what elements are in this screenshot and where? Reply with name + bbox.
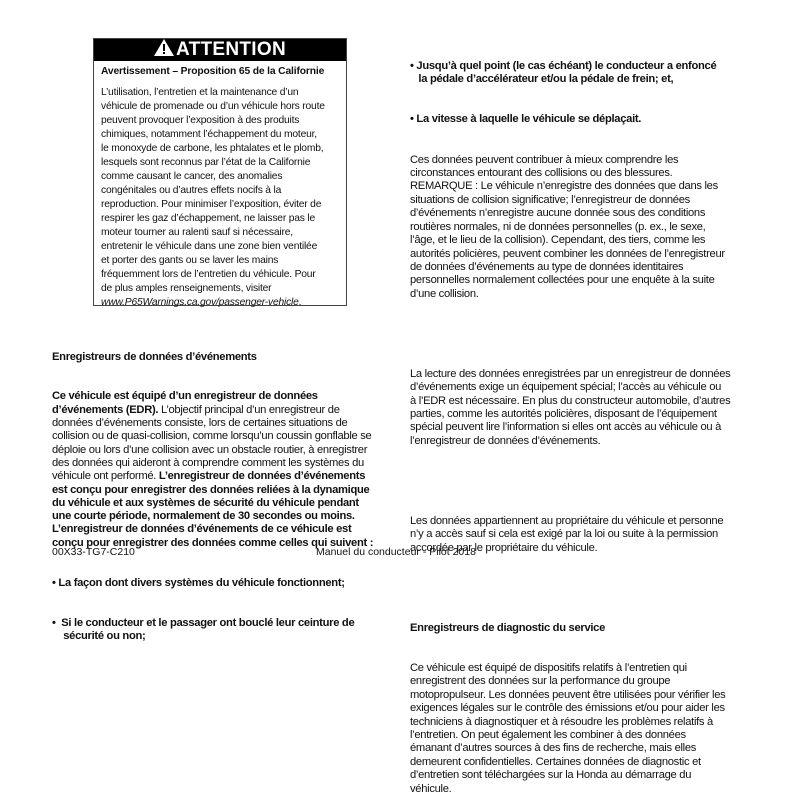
edr-paragraph-2: La lecture des données enregistrées par un enregistreur de données d’événements exige un équipement spécial; l’accès au véhicule ou à l’EDR est nécessaire. En plus du constructeur automobile, d’autres parties, comme les autorités policières, disposant de l’équipement spécial peuvent lire l’information si elles ont accès au véhicule ou à l’enregistreur de données d’événements. (410, 367, 731, 447)
footer-title: Manuel du conducteur - Pilot 2018 (316, 546, 476, 558)
p65-link[interactable]: www.P65Warnings.ca.gov/passenger-vehicle (101, 297, 299, 308)
list-item: • Jusqu’à quel point (le cas échéant) le conducteur a enfoncé la pédale d’accélérateur et/ou la pédale de frein; et, (410, 59, 717, 86)
edr-text: L’objectif principal d’un enregistreur de données d’événements consiste, lors de certaines situations de collision ou de quasi-collision, comme lorsqu’un coussin gonflable se déploie ou lors d’une collision avec un obstacle routier, à enregistrer des données qui aideront à comprendre comment les systèmes du véhicule ont performé. (52, 403, 372, 483)
list-item: • La vitesse à laquelle le véhicule se déplaçait. (410, 113, 642, 126)
edr-paragraph-3: Les données appartiennent au propriétaire du véhicule et personne n’y a accès sauf si cela est exigé par la loi ou suite à la permission accordée par le propriétaire du véhicule. (410, 514, 724, 554)
left-column (52, 324, 373, 656)
warning-title: ATTENTION (175, 39, 286, 60)
edr-paragraph-1: Ces données peuvent contribuer à mieux comprendre les circonstances entourant des collisions ou des blessures. REMARQUE : Le véhicule n’enregistre des données que dans les situations de collision significative; l’enregistreur de données d’événements n’enregistre aucune donnée sous des conditions routières normales, ni de données personnelles (p. ex., le sexe, l’âge, et le lieu de la collision). Cependant, des tiers, comme les autorités policières, peuvent combiner les données de l’enregistreur de données d’événements au type de données identitaires personnelles normalement collectées pour une enquête à la suite d’une collision. (410, 153, 725, 300)
warning-header (94, 39, 346, 61)
edr-bold-text: L’enregistreur de données d’événements est conçu pour enregistrer des données reliées à la dynamique du véhicule et aux systèmes de sécurité du véhicule pendant une courte période, normalement de 30 secondes ou moins. L’enregistreur de données d’événements de ce véhicule est conçu pour enregistrer des données comme celles qui suivent : (52, 470, 374, 549)
warning-text: L’utilisation, l’entretien et la maintenance d’un véhicule de promenade ou d’un véhicule hors route peuvent provoquer l’exposition à des produits chimiques, notamment l’échappement du moteur, le monoxyde de carbone, les phtalates et le plomb, lesquels sont reconnus par l’état de la Californie comme causant le cancer, des anomalies congénitales ou d’autres effets nocifs à la reproduction. Pour minimiser l’exposition, éviter de respirer les gaz d’échappement, ne laisser pas le moteur tourner au ralenti sauf si nécessaire, entretenir le véhicule dans une zone bien ventilée et porter des gants ou se laver les mains fréquemment lors de l’entretien du véhicule. Pour de plus amples renseignements, visiter (101, 87, 325, 294)
edr-intro (52, 390, 373, 550)
edr-heading: Enregistreurs de données d’événements (52, 350, 257, 363)
footer-code: 00X33-TG7-C210 (52, 546, 135, 558)
warning-triangle-icon (154, 39, 174, 56)
warning-body (101, 86, 325, 310)
link-suffix: . (298, 297, 302, 308)
list-item: • Si le conducteur et le passager ont bouclé leur ceinture de sécurité ou non; (52, 616, 355, 642)
right-column (410, 33, 730, 809)
edr-bold-intro: Ce véhicule est équipé d’un enregistreur de données d’événements (EDR). (52, 390, 318, 416)
prop65-warning-box (93, 38, 347, 306)
list-item: • La façon dont divers systèmes du véhicule fonctionnent; (52, 576, 345, 589)
service-body: Ce véhicule est équipé de dispositifs relatifs à l’entretien qui enregistrent des données sur la performance du groupe motopropulseur. Les données peuvent être utilisées pour vérifier les exigences légales sur le contrôle des émissions et/ou pour aider les techniciens à diagnostiquer et à résoudre les problèmes relatifs à l’entretien. On peut également les combiner à des données émanant d’autres sources à des fins de recherche, mais elles demeurent confidentielles. Certaines données de diagnostic et d’entretien sont téléchargées sur la Honda au démarrage du véhicule. (410, 661, 726, 795)
service-heading: Enregistreurs de diagnostic du service (410, 621, 606, 634)
warning-subtitle: Avertissement – Proposition 65 de la Californie (101, 66, 325, 77)
